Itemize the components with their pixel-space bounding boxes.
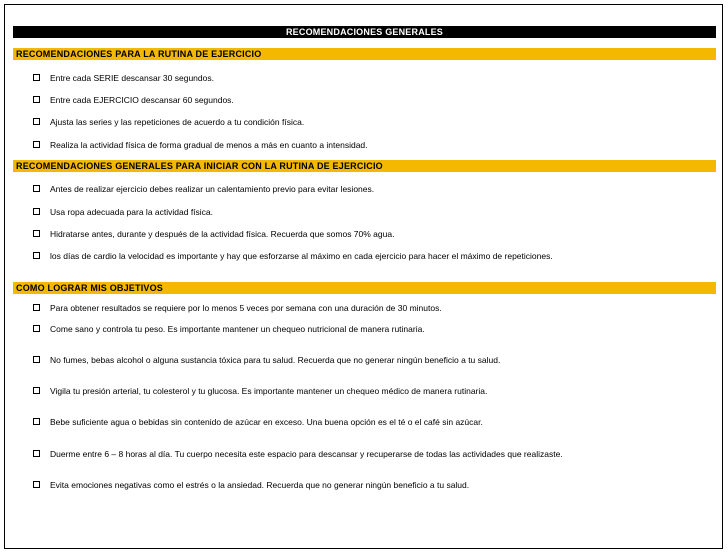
list-item: Entre cada SERIE descansar 30 segundos.	[33, 72, 214, 84]
list-item: Evita emociones negativas como el estrés o la ansiedad. Recuerda que no generar ningún beneficio a tu salud.	[33, 479, 469, 491]
list-item: Ajusta las series y las repeticiones de acuerdo a tu condición física.	[33, 116, 304, 128]
list-item: Hidratarse antes, durante y después de la actividad física. Recuerda que somos 70% agua.	[33, 228, 394, 240]
page-title: RECOMENDACIONES GENERALES	[13, 26, 716, 38]
checkbox-icon	[33, 387, 40, 394]
checkbox-icon	[33, 185, 40, 192]
checkbox-icon	[33, 252, 40, 259]
list-item: Antes de realizar ejercicio debes realizar un calentamiento previo para evitar lesiones.	[33, 183, 374, 195]
list-item: Para obtener resultados se requiere por lo menos 5 veces por semana con una duración de 30 minutos.	[33, 302, 442, 314]
list-item: Vigila tu presión arterial, tu colesterol y tu glucosa. Es importante mantener un chequeo médico de manera rutinaria.	[33, 385, 487, 397]
document-page	[4, 4, 723, 549]
checkbox-icon	[33, 96, 40, 103]
list-item: Duerme entre 6 – 8 horas al día. Tu cuerpo necesita este espacio para descansar y recuperarse de todas las actividades que realizaste.	[33, 448, 563, 460]
checkbox-icon	[33, 141, 40, 148]
list-item: Come sano y controla tu peso. Es importante mantener un chequeo nutricional de manera rutinaria.	[33, 323, 425, 335]
checkbox-icon	[33, 74, 40, 81]
section-heading-iniciar: RECOMENDACIONES GENERALES PARA INICIAR CON LA RUTINA DE EJERCICIO	[13, 160, 716, 172]
checkbox-icon	[33, 450, 40, 457]
checkbox-icon	[33, 208, 40, 215]
section-heading-rutina: RECOMENDACIONES PARA LA RUTINA DE EJERCICIO	[13, 48, 716, 60]
checkbox-icon	[33, 118, 40, 125]
checkbox-icon	[33, 481, 40, 488]
checkbox-icon	[33, 304, 40, 311]
section-heading-objetivos: COMO LOGRAR MIS OBJETIVOS	[13, 282, 716, 294]
list-item: Realiza la actividad física de forma gradual de menos a más en cuanto a intensidad.	[33, 139, 368, 151]
checkbox-icon	[33, 418, 40, 425]
checkbox-icon	[33, 230, 40, 237]
list-item: Bebe suficiente agua o bebidas sin contenido de azúcar en exceso. Una buena opción es el té o el café sin azúcar.	[33, 416, 483, 428]
checkbox-icon	[33, 356, 40, 363]
checkbox-icon	[33, 325, 40, 332]
list-item: Usa ropa adecuada para la actividad física.	[33, 206, 213, 218]
list-item: No fumes, bebas alcohol o alguna sustancia tóxica para tu salud. Recuerda que no generar ningún beneficio a tu salud.	[33, 354, 500, 366]
list-item: los días de cardio la velocidad es importante y hay que esforzarse al máximo en cada ejercicio para hacer el máximo de repeticiones.	[33, 250, 553, 262]
list-item: Entre cada EJERCICIO descansar 60 segundos.	[33, 94, 234, 106]
